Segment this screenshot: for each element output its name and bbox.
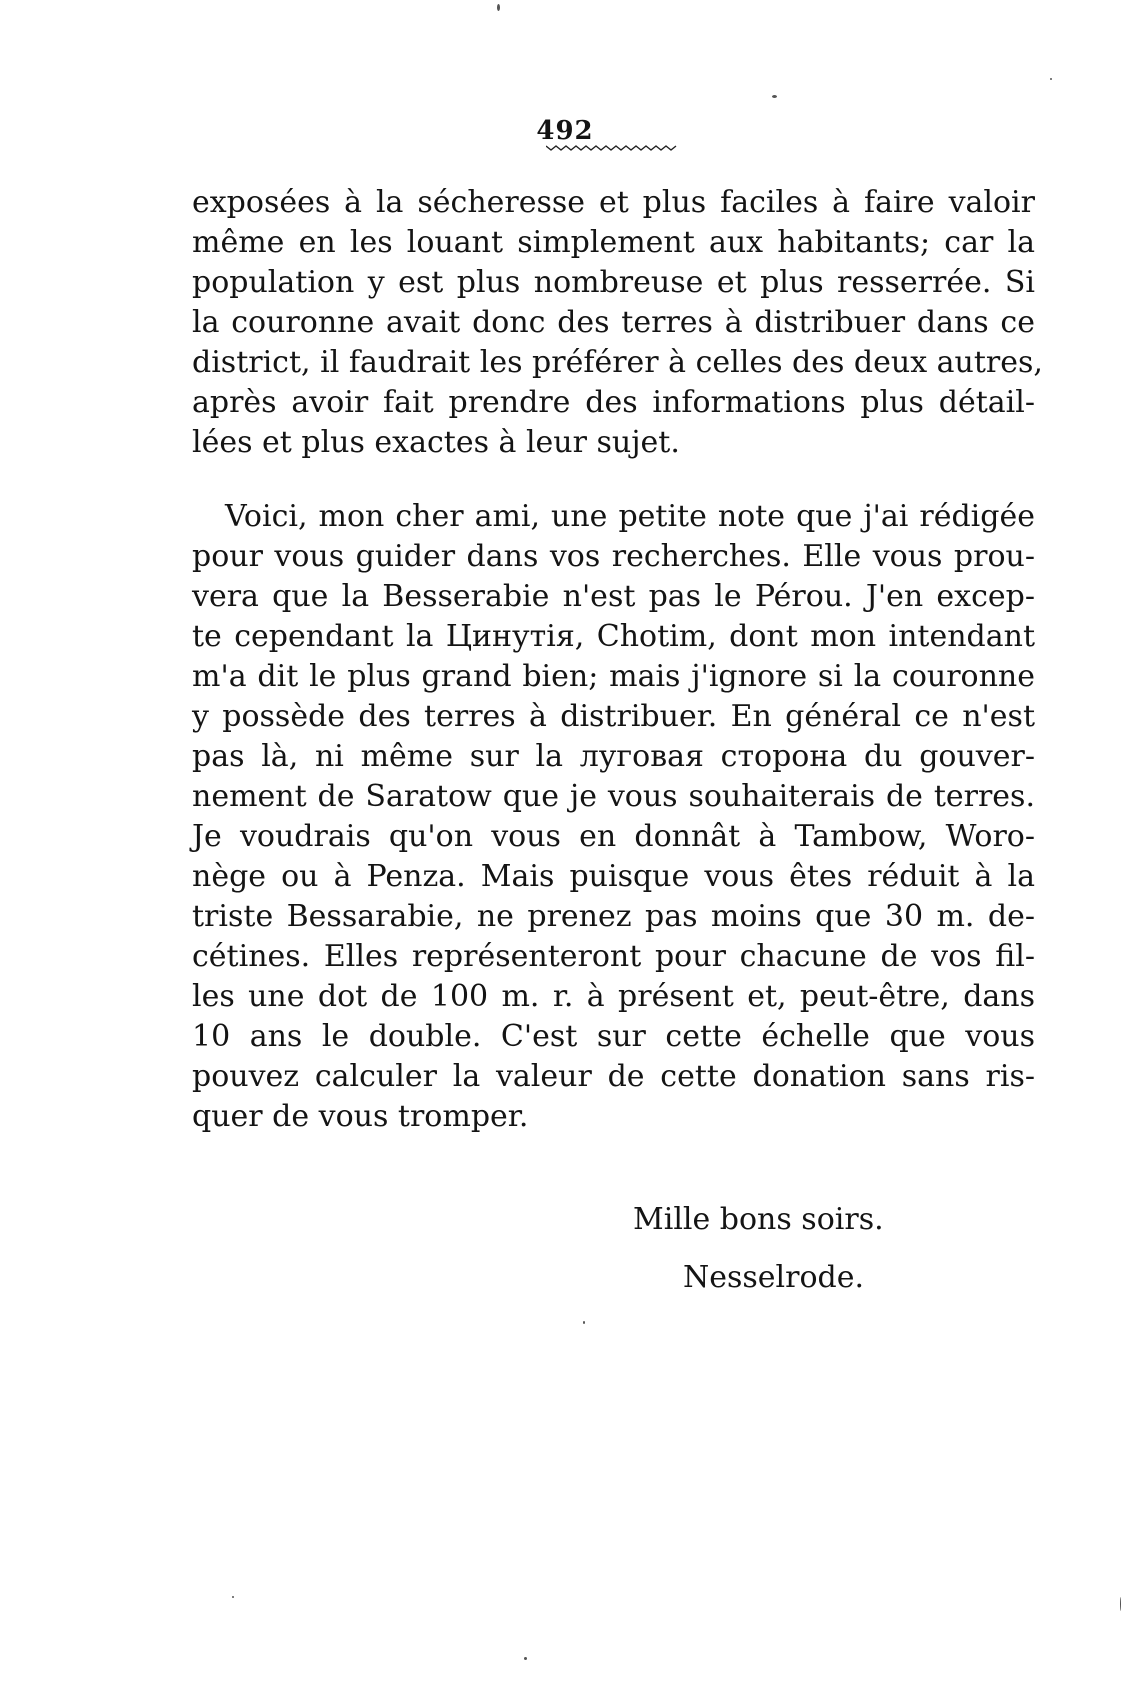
paragraph-line: 10 ans le double. C'est sur cette échelle que vous (192, 1019, 1035, 1054)
paragraph-line: cétines. Elles représenteront pour chacune de vos fil- (192, 939, 1035, 974)
scan-speck (524, 1657, 527, 1660)
paragraph-line: te cependant la Цинутія, Chotim, dont mon intendant (192, 619, 1035, 654)
paragraph-line: quer de vous tromper. (192, 1099, 529, 1134)
signature: Nesselrode. (683, 1260, 865, 1295)
paragraph-line: nement de Saratow que je vous souhaiterais de terres. (192, 779, 1035, 814)
page-number-ornament (546, 144, 678, 152)
paragraph-line: pouvez calculer la valeur de cette donation sans ris- (192, 1059, 1035, 1094)
paragraph-line: Je voudrais qu'on vous en donnât à Tambow, Woro- (192, 819, 1035, 854)
paragraph-line: pas là, ni même sur la луговая сторона du gouver- (192, 739, 1035, 774)
page-number: 492 (536, 116, 594, 146)
scan-speck (772, 95, 777, 98)
paragraph-line: population y est plus nombreuse et plus resserrée. Si (192, 265, 1035, 300)
scan-speck (583, 1321, 585, 1324)
paragraph-line: après avoir fait prendre des informations plus détail- (192, 385, 1035, 420)
paragraph-line: exposées à la sécheresse et plus faciles à faire valoir (192, 185, 1035, 220)
paragraph-line: triste Bessarabie, ne prenez pas moins que 30 m. de- (192, 899, 1035, 934)
paragraph-line: district, il faudrait les préférer à celles des deux autres, (192, 345, 1043, 380)
scan-speck (232, 1596, 234, 1598)
paragraph-line: lées et plus exactes à leur sujet. (192, 425, 680, 460)
scan-speck (497, 4, 500, 11)
paragraph-line: pour vous guider dans vos recherches. Elle vous prou- (192, 539, 1035, 574)
paragraph-line: Voici, mon cher ami, une petite note que j'ai rédigée (225, 499, 1035, 534)
paragraph-line: même en les louant simplement aux habitants; car la (192, 225, 1035, 260)
closing-salutation: Mille bons soirs. (633, 1202, 884, 1237)
scan-speck (1050, 78, 1052, 80)
paragraph-line: les une dot de 100 m. r. à présent et, peut-être, dans (192, 979, 1035, 1014)
paragraph-line: nège ou à Penza. Mais puisque vous êtes réduit à la (192, 859, 1035, 894)
paragraph-line: y possède des terres à distribuer. En général ce n'est (192, 699, 1035, 734)
paragraph-line: m'a dit le plus grand bien; mais j'ignore si la couronne (192, 659, 1035, 694)
scan-speck (1120, 1597, 1121, 1611)
paragraph-line: la couronne avait donc des terres à distribuer dans ce (192, 305, 1035, 340)
paragraph-line: vera que la Besserabie n'est pas le Pérou. J'en excep- (192, 579, 1035, 614)
